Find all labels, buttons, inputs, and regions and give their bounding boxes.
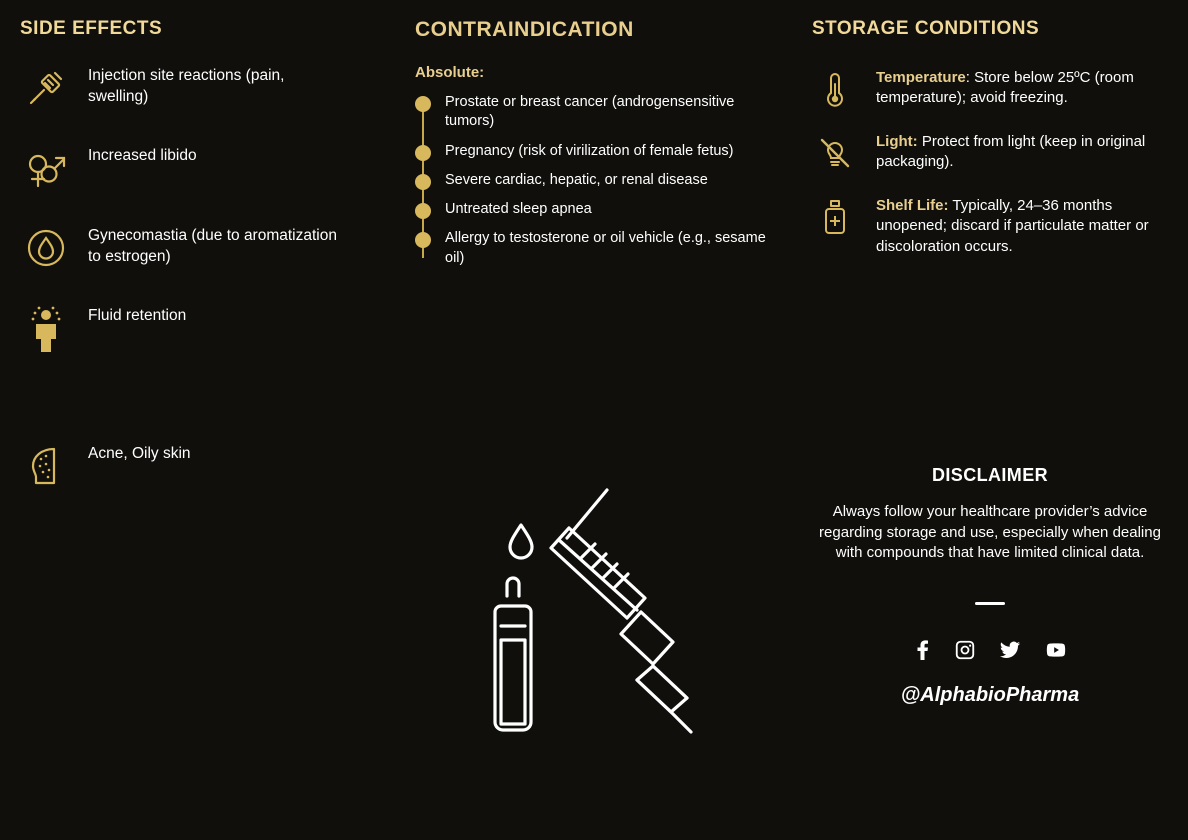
contraindication-item (415, 229, 785, 268)
disclaimer-title: DISCLAIMER (932, 465, 1048, 485)
no-light-icon (812, 130, 858, 176)
storage-column (812, 0, 1168, 275)
contraindication-label: Prostate or breast cancer (androgensensitive tumors) (445, 94, 735, 130)
youtube-icon[interactable] (1044, 639, 1068, 666)
storage-label: Shelf Life: (876, 197, 949, 214)
contraindication-column (415, 0, 785, 278)
storage-body: Protect from light (keep in original packaging). (876, 133, 1146, 171)
side-effect-item (20, 302, 395, 354)
ampoule-and-syringe-illustration (455, 480, 745, 770)
disclaimer-text: Always follow your healthcare provider’s advice regarding storage and use, especially when dealing with compounds that have limited clinical data. (819, 503, 1161, 562)
twitter-icon[interactable] (998, 639, 1022, 666)
storage-item (812, 66, 1168, 112)
storage-text (876, 194, 1168, 257)
syringe-icon (20, 62, 72, 114)
side-effects-title: SIDE EFFECTS (20, 18, 163, 39)
disclaimer-block (812, 465, 1168, 707)
storage-item (812, 194, 1168, 257)
side-effects-column (20, 0, 395, 492)
contraindication-label: Untreated sleep apnea (445, 201, 592, 218)
bottle-icon (812, 194, 858, 240)
storage-body: Store below 25ºC (room temperature); avoid freezing. (876, 69, 1134, 107)
bullet-dot-icon (415, 203, 431, 219)
contraindication-list (415, 93, 785, 268)
storage-title: STORAGE CONDITIONS (812, 18, 1040, 39)
side-effect-label: Acne, Oily skin (88, 445, 191, 462)
storage-item (812, 130, 1168, 176)
side-effect-label: Increased libido (88, 147, 197, 164)
contraindication-subheading: Absolute: (415, 64, 485, 81)
gender-symbols-icon (20, 142, 72, 194)
body-fluid-retention-icon (20, 302, 72, 354)
side-effect-item (20, 222, 395, 274)
contraindication-title: CONTRAINDICATION (415, 18, 634, 41)
side-effect-item (20, 142, 395, 194)
storage-label: Temperature (876, 69, 966, 86)
facebook-icon[interactable] (912, 639, 932, 666)
thermometer-icon (812, 66, 858, 112)
droplet-icon (20, 222, 72, 274)
bullet-dot-icon (415, 174, 431, 190)
contraindication-item (415, 200, 785, 219)
side-effect-label: Gynecomastia (due to aromatization to estrogen) (88, 227, 337, 265)
side-effect-item (20, 62, 395, 114)
contraindication-label: Pregnancy (risk of virilization of female fetus) (445, 142, 734, 159)
storage-body: Typically, 24–36 months unopened; discard if particulate matter or discoloration occurs. (876, 197, 1149, 255)
storage-sep: : (965, 69, 970, 86)
face-acne-icon (20, 440, 72, 492)
contraindication-label: Severe cardiac, hepatic, or renal disease (445, 171, 708, 188)
contraindication-label: Allergy to testosterone or oil vehicle (e.g., sesame oil) (445, 230, 766, 266)
social-handle: @AlphabioPharma (900, 684, 1080, 707)
social-links (812, 639, 1168, 666)
side-effect-label: Injection site reactions (pain, swelling) (88, 67, 285, 105)
contraindication-item (415, 142, 785, 161)
storage-text (876, 66, 1168, 109)
instagram-icon[interactable] (954, 639, 976, 666)
contraindication-item (415, 93, 785, 132)
bullet-dot-icon (415, 145, 431, 161)
side-effect-label: Fluid retention (88, 307, 187, 324)
bullet-dot-icon (415, 96, 431, 112)
side-effect-item (20, 440, 395, 492)
storage-text (876, 130, 1168, 173)
contraindication-item (415, 171, 785, 190)
bullet-dot-icon (415, 232, 431, 248)
divider (975, 602, 1005, 605)
storage-label: Light: (876, 133, 918, 150)
